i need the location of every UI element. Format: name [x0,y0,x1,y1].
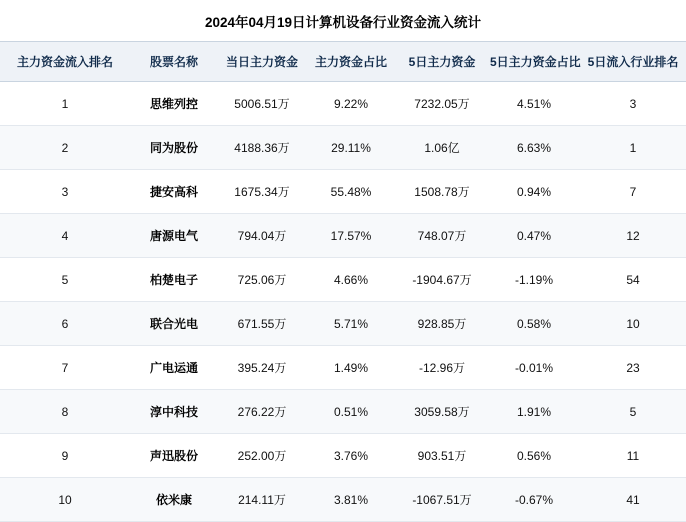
cell-stock-name: 声迅股份 [130,434,218,478]
cell-rank: 2 [0,126,130,170]
cell-5d-main-fund: 928.85万 [396,302,488,346]
cell-today-main-ratio: 9.22% [306,82,396,126]
cell-5d-main-ratio: 1.91% [488,390,580,434]
cell-5d-main-ratio: -0.67% [488,478,580,522]
cell-today-main-fund: 276.22万 [218,390,306,434]
cell-5d-main-ratio: 0.94% [488,170,580,214]
table-row [0,478,686,522]
cell-rank: 6 [0,302,130,346]
cell-stock-name: 思维列控 [130,82,218,126]
cell-5d-industry-rank: 11 [580,434,686,478]
cell-rank: 8 [0,390,130,434]
cell-today-main-ratio: 55.48% [306,170,396,214]
table-header [0,42,686,82]
page-title: 2024年04月19日计算机设备行业资金流入统计 [204,15,482,30]
cell-5d-main-fund: 1508.78万 [396,170,488,214]
cell-rank: 5 [0,258,130,302]
column-header-5d-industry-rank: 5日流入行业排名 [580,42,686,82]
cell-5d-industry-rank: 1 [580,126,686,170]
cell-5d-industry-rank: 54 [580,258,686,302]
cell-5d-main-fund: -12.96万 [396,346,488,390]
cell-5d-main-ratio: 0.56% [488,434,580,478]
cell-stock-name: 唐源电气 [130,214,218,258]
cell-rank: 3 [0,170,130,214]
cell-today-main-fund: 1675.34万 [218,170,306,214]
cell-today-main-ratio: 3.76% [306,434,396,478]
cell-5d-main-fund: 3059.58万 [396,390,488,434]
cell-today-main-ratio: 0.51% [306,390,396,434]
table-header-row [0,42,686,82]
cell-today-main-fund: 794.04万 [218,214,306,258]
cell-stock-name: 捷安高科 [130,170,218,214]
table-row [0,434,686,478]
cell-5d-industry-rank: 10 [580,302,686,346]
table-row [0,390,686,434]
table-row [0,346,686,390]
cell-5d-main-fund: 903.51万 [396,434,488,478]
fund-flow-table [0,41,686,522]
cell-stock-name: 广电运通 [130,346,218,390]
cell-today-main-fund: 395.24万 [218,346,306,390]
cell-5d-main-ratio: 6.63% [488,126,580,170]
cell-5d-main-ratio: -1.19% [488,258,580,302]
column-header-rank: 主力资金流入排名 [0,42,130,82]
cell-5d-main-ratio: 0.47% [488,214,580,258]
cell-5d-main-fund: 7232.05万 [396,82,488,126]
cell-stock-name: 同为股份 [130,126,218,170]
table-row [0,302,686,346]
cell-5d-industry-rank: 12 [580,214,686,258]
cell-5d-main-fund: -1067.51万 [396,478,488,522]
cell-today-main-ratio: 17.57% [306,214,396,258]
cell-rank: 10 [0,478,130,522]
cell-rank: 7 [0,346,130,390]
cell-5d-industry-rank: 5 [580,390,686,434]
table-row [0,170,686,214]
cell-5d-main-ratio: 4.51% [488,82,580,126]
cell-stock-name: 依米康 [130,478,218,522]
cell-today-main-ratio: 29.11% [306,126,396,170]
cell-today-main-ratio: 3.81% [306,478,396,522]
cell-rank: 9 [0,434,130,478]
table-row [0,214,686,258]
cell-today-main-ratio: 4.66% [306,258,396,302]
cell-5d-industry-rank: 3 [580,82,686,126]
table-body [0,82,686,522]
cell-today-main-fund: 5006.51万 [218,82,306,126]
cell-rank: 1 [0,82,130,126]
cell-today-main-fund: 252.00万 [218,434,306,478]
cell-5d-industry-rank: 23 [580,346,686,390]
cell-5d-industry-rank: 7 [580,170,686,214]
cell-today-main-ratio: 1.49% [306,346,396,390]
cell-stock-name: 淳中科技 [130,390,218,434]
cell-5d-main-fund: 748.07万 [396,214,488,258]
cell-rank: 4 [0,214,130,258]
column-header-today-main-fund: 当日主力资金 [218,42,306,82]
cell-today-main-fund: 725.06万 [218,258,306,302]
cell-today-main-fund: 214.11万 [218,478,306,522]
column-header-stock-name: 股票名称 [130,42,218,82]
column-header-today-main-ratio: 主力资金占比 [306,42,396,82]
column-header-5d-main-fund: 5日主力资金 [396,42,488,82]
cell-5d-main-fund: 1.06亿 [396,126,488,170]
cell-5d-industry-rank: 41 [580,478,686,522]
table-row [0,258,686,302]
table-row [0,126,686,170]
cell-today-main-ratio: 5.71% [306,302,396,346]
cell-5d-main-ratio: 0.58% [488,302,580,346]
column-header-5d-main-ratio: 5日主力资金占比 [488,42,580,82]
cell-5d-main-fund: -1904.67万 [396,258,488,302]
table-row [0,82,686,126]
cell-stock-name: 柏楚电子 [130,258,218,302]
cell-today-main-fund: 671.55万 [218,302,306,346]
cell-5d-main-ratio: -0.01% [488,346,580,390]
cell-stock-name: 联合光电 [130,302,218,346]
cell-today-main-fund: 4188.36万 [218,126,306,170]
